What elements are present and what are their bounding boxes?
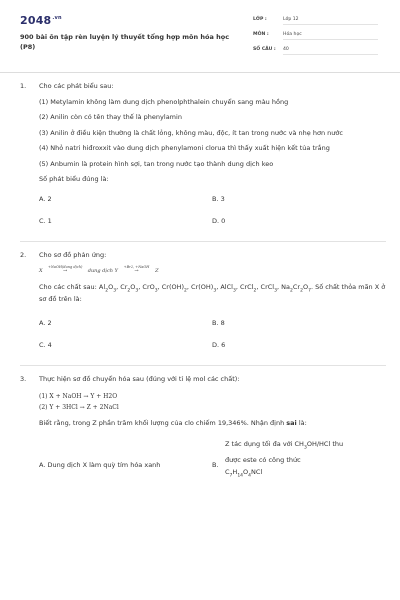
ask-end: là: [296,419,307,428]
option-b-line-2: được este có công thức [225,455,301,464]
answer-options [39,440,386,480]
questions [20,82,386,480]
option-d[interactable]: D. 6 [212,340,226,349]
page-header [0,0,400,73]
option-c[interactable]: C. 4 [39,340,52,349]
equation-1: (1) X + NaOH → Y + H2O [39,393,118,401]
scheme-arrow-2: +Br2, +NaOH → [120,267,154,277]
count-value: 40 [283,47,378,55]
count-label: SỐ CÂU : [253,47,276,52]
question-number: 2. [20,250,27,259]
option-a[interactable]: A. 2 [39,194,52,203]
question-2 [20,251,386,359]
reaction-scheme [39,267,386,277]
question-prompt: Thực hiện sơ đồ chuyển hóa sau (đúng với tỉ lệ mol các chất): [39,374,240,383]
option-a[interactable]: A. Dung dịch X làm quỳ tím hóa xanh [39,460,161,469]
statement-3: (3) Anilin ở điều kiện thường là chất lỏng, không màu, độc, ít tan trong nước và nhẹ hơn nước [39,128,343,137]
divider [20,365,386,366]
question-number: 1. [20,82,27,90]
statement-2: (2) Anilin còn có tên thay thế là phenylamin [39,113,182,121]
title-line-1: 900 bài ôn tập rèn luyện lý thuyết tổng hợp môn hóa học [20,33,230,41]
equation-2: (2) Y + 3HCl → Z + 2NaCl [39,403,119,411]
question-1 [20,82,386,235]
document-title [20,33,230,52]
option-b-letter[interactable]: B. [212,460,219,469]
option-c[interactable]: C. 1 [39,216,52,225]
logo-text: 2048 [20,14,52,27]
scheme-z: Z [155,268,159,274]
statement-4: (4) Nhỏ natri hiđroxxit vào dung dịch phenylamoni clorua thì thấy xuất hiện kết tủa trắng [39,144,330,152]
answer-options [39,319,386,359]
statement-1: (1) Metylamin không làm dung dịch phenolphthalein chuyển sang màu hồng [39,97,289,106]
subject-label: MÔN : [253,32,269,37]
ask-emphasis: sai [286,419,297,428]
logo [20,14,62,27]
scheme-mid: dung dịch Y [87,268,118,274]
answer-options [39,195,386,235]
title-line-2: (P8) [20,42,36,51]
question-ask [39,419,386,429]
option-b-line-3: $C_7H_{14}O_4NCl$ [225,468,263,479]
scheme-arrow-1: +NaOH(dung dịch) → [44,267,86,277]
question-number: 3. [20,374,27,383]
subject-value: Hóa học [283,32,378,40]
option-b[interactable]: B. 8 [212,318,225,327]
arrow-2-label: +Br2, +NaOH [123,265,150,269]
grade-label: LỚP : [253,17,267,22]
option-b[interactable]: B. 3 [212,194,225,203]
question-ask: Số phát biểu đúng là: [39,175,109,183]
arrow-1-label: +NaOH(dung dịch) [47,265,83,269]
option-d[interactable]: D. 0 [212,216,226,225]
option-b[interactable] [225,440,395,481]
logo-suffix: .vn [52,15,62,22]
scheme-x: X [39,268,43,274]
question-prompt: Cho các phát biểu sau: [39,82,114,90]
divider [20,241,386,242]
statement-5: (5) Anbumin là protein hình sợi, tan trong nước tạo thành dung dịch keo [39,159,274,168]
question-ask: Số chất thỏa mãn X ở sơ đồ trên là: [39,282,386,304]
question-prompt: Cho sơ đồ phản ứng: [39,250,107,259]
option-a[interactable]: A. 2 [39,318,52,327]
question-3 [20,375,386,480]
grade-value: Lớp 12 [283,17,378,25]
option-b-line-1: Z tác dụng tối đa với $CH_3OH$/HCl thu [225,439,344,451]
ask-text: Biết rằng, trong Z phần trăm khối lượng của clo chiếm 19,346%. Nhận định [39,419,287,428]
substance-list: Cho các chất sau: $Al_2O_3$, $Cr_2O_3$, CrO$_3$, $Cr(OH)_2$, $Cr(OH)_3$, AlCl$_3$, CrCl$_2$, CrCl$_3$, $Na_2Cr_2O_7$. Số chất thỏa mãn X ở sơ đồ trên là: [39,282,386,304]
